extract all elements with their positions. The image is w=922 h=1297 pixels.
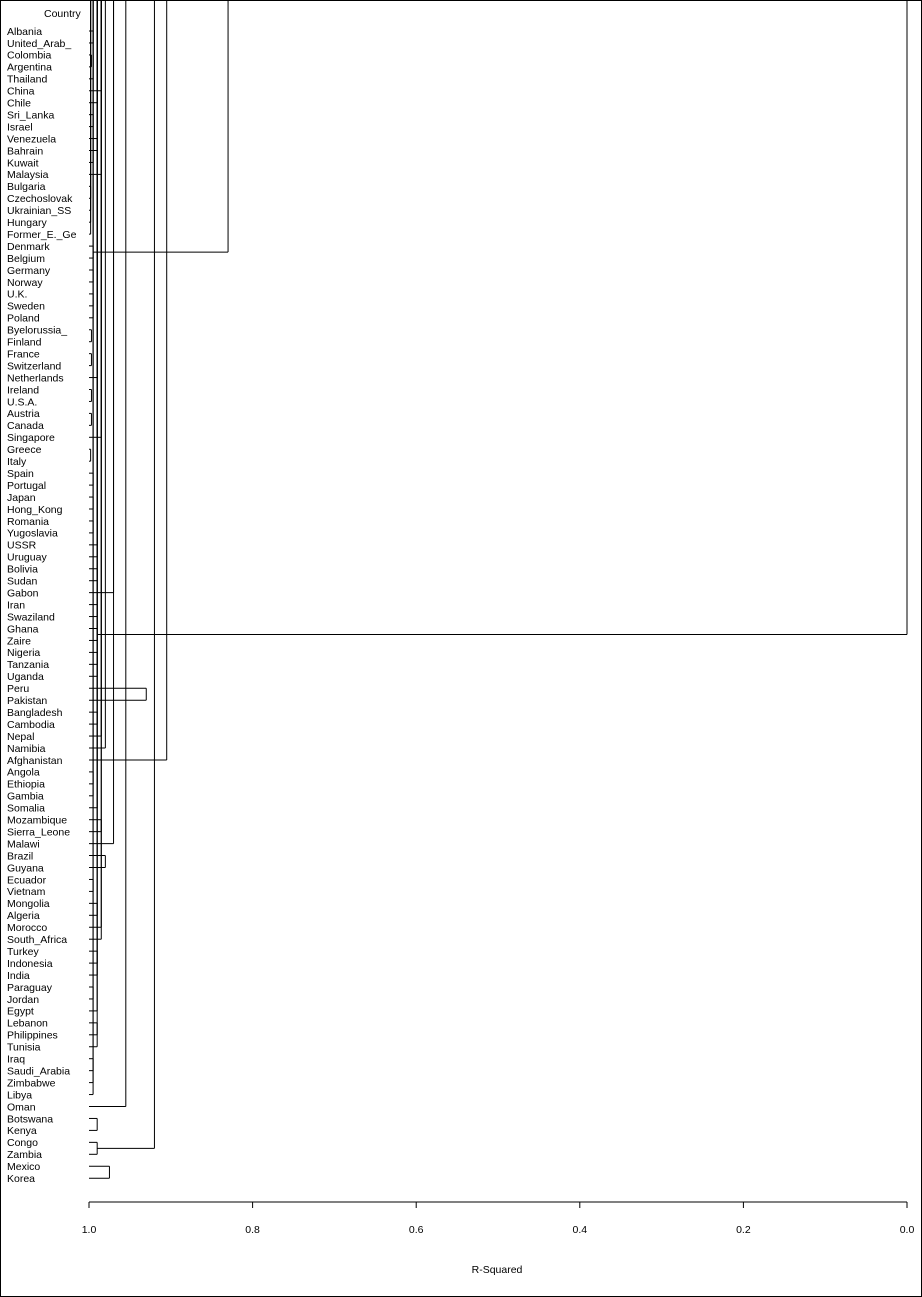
leaf-label: Hong_Kong — [7, 503, 63, 516]
x-tick-label: 0.0 — [899, 1224, 915, 1236]
leaf-label: Malaysia — [7, 169, 49, 182]
leaf-label: Gabon — [7, 587, 39, 600]
leaf-label: Hungary — [7, 217, 47, 229]
leaf-label: Poland — [7, 312, 40, 325]
leaf-label: Uganda — [7, 671, 44, 684]
leaf-label: Turkey — [7, 945, 39, 958]
leaf-label: Romania — [7, 515, 50, 528]
x-tick-label: 0.4 — [572, 1224, 588, 1236]
leaf-label: Yugoslavia — [7, 527, 58, 540]
leaf-label: Argentina — [7, 61, 52, 74]
leaf-label: Kenya — [7, 1125, 37, 1138]
leaf-label: Bahrain — [7, 145, 44, 158]
leaf-label: Bolivia — [7, 563, 38, 576]
leaf-label: Netherlands — [7, 372, 64, 385]
leaf-label: Indonesia — [7, 957, 53, 970]
leaf-label: Philippines — [7, 1029, 58, 1042]
leaf-label: Singapore — [7, 432, 55, 445]
leaf-label: Venezuela — [7, 133, 57, 146]
leaf-label: Sudan — [7, 575, 38, 588]
leaf-label: Chile — [7, 97, 31, 110]
leaf-label: India — [7, 969, 30, 982]
leaf-label: Iran — [7, 599, 26, 612]
leaf-label: Libya — [7, 1089, 33, 1102]
leaf-label: Korea — [7, 1173, 36, 1185]
x-tick-label: 0.8 — [245, 1224, 260, 1236]
leaf-label: Lebanon — [7, 1017, 48, 1030]
leaf-label: Finland — [7, 336, 42, 349]
y-axis-title: Country — [44, 8, 81, 20]
leaf-label: Zimbabwe — [7, 1077, 56, 1090]
leaf-label: Thailand — [7, 73, 48, 86]
leaf-label: Brazil — [7, 850, 34, 863]
leaf-label: Norway — [7, 276, 43, 289]
leaf-label: Mexico — [7, 1161, 41, 1174]
x-tick-label: 0.2 — [736, 1224, 751, 1236]
leaf-label: Tanzania — [7, 659, 50, 672]
leaf-label: Cambodia — [7, 718, 55, 731]
leaf-label: Vietnam — [7, 886, 46, 899]
leaf-label: Somalia — [7, 802, 45, 815]
leaf-label: Switzerland — [7, 360, 62, 373]
leaf-label: Germany — [7, 264, 51, 277]
leaf-label: Morocco — [7, 922, 48, 935]
leaf-label: Spain — [7, 467, 34, 480]
leaf-label: South_Africa — [7, 934, 68, 946]
leaf-label: Angola — [7, 766, 40, 779]
leaf-label: Saudi_Arabia — [7, 1065, 71, 1078]
leaf-label: Jordan — [7, 993, 40, 1006]
leaf-label: Algeria — [7, 910, 40, 923]
leaf-label: Ecuador — [7, 874, 47, 887]
leaf-label: Sri_Lanka — [7, 109, 55, 122]
x-tick-label: 1.0 — [81, 1224, 97, 1236]
leaf-label: Czechoslovak — [7, 193, 73, 206]
leaf-label: Afghanistan — [7, 754, 63, 767]
leaf-label: Uruguay — [7, 551, 47, 564]
leaf-label: Ghana — [7, 623, 39, 636]
leaf-label: U.K. — [7, 288, 28, 301]
leaf-label: Japan — [7, 491, 36, 504]
leaf-label: Guyana — [7, 862, 44, 875]
leaf-label: Israel — [7, 121, 33, 134]
leaf-label: Colombia — [7, 49, 52, 62]
leaf-label: Peru — [7, 683, 30, 696]
leaf-label: Sweden — [7, 300, 45, 313]
leaf-label: Greece — [7, 444, 42, 457]
leaf-label: Tunisia — [7, 1041, 41, 1054]
leaf-label: Albania — [7, 25, 43, 38]
leaf-label: United_Arab_ — [7, 37, 72, 50]
leaf-label: Zaire — [7, 635, 31, 648]
x-tick-label: 0.6 — [408, 1224, 424, 1236]
leaf-label: Canada — [7, 420, 44, 433]
leaf-label: Nigeria — [7, 647, 41, 660]
x-axis-title: R-Squared — [471, 1264, 523, 1276]
leaf-label: Denmark — [7, 240, 50, 253]
leaf-label: Swaziland — [7, 611, 55, 624]
leaf-label: Bangladesh — [7, 706, 63, 719]
leaf-label: Oman — [7, 1101, 36, 1114]
leaf-label: Congo — [7, 1137, 38, 1150]
leaf-label: Mongolia — [7, 898, 50, 911]
leaf-label: China — [7, 85, 35, 98]
leaf-label: Nepal — [7, 730, 35, 743]
leaf-label: Malawi — [7, 838, 40, 851]
leaf-label: Ukrainian_SS — [7, 205, 72, 218]
leaf-label: Namibia — [7, 742, 46, 755]
leaf-label: Byelorussia_ — [7, 324, 68, 337]
leaf-label: Zambia — [7, 1149, 43, 1162]
leaf-label: France — [7, 348, 40, 361]
leaf-label: Iraq — [7, 1053, 26, 1066]
leaf-label: Austria — [7, 408, 40, 421]
leaf-label: USSR — [7, 539, 37, 552]
leaf-label: Ethiopia — [7, 778, 45, 791]
leaf-label: Bulgaria — [7, 181, 46, 194]
leaf-label: Pakistan — [7, 695, 48, 707]
leaf-label: Italy — [7, 456, 27, 468]
leaf-label: Paraguay — [7, 981, 52, 994]
leaf-label: Kuwait — [7, 157, 39, 170]
leaf-label: Mozambique — [7, 814, 68, 827]
leaf-label: Ireland — [7, 384, 40, 397]
leaf-label: Egypt — [7, 1005, 34, 1018]
leaf-label: Former_E._Ge — [7, 228, 77, 241]
leaf-label: Botswana — [7, 1113, 54, 1126]
leaf-label: Belgium — [7, 252, 45, 265]
leaf-label: Sierra_Leone — [7, 826, 71, 839]
leaf-label: Portugal — [7, 479, 47, 492]
leaf-label: Gambia — [7, 790, 44, 803]
leaf-label: U.S.A. — [7, 396, 38, 409]
